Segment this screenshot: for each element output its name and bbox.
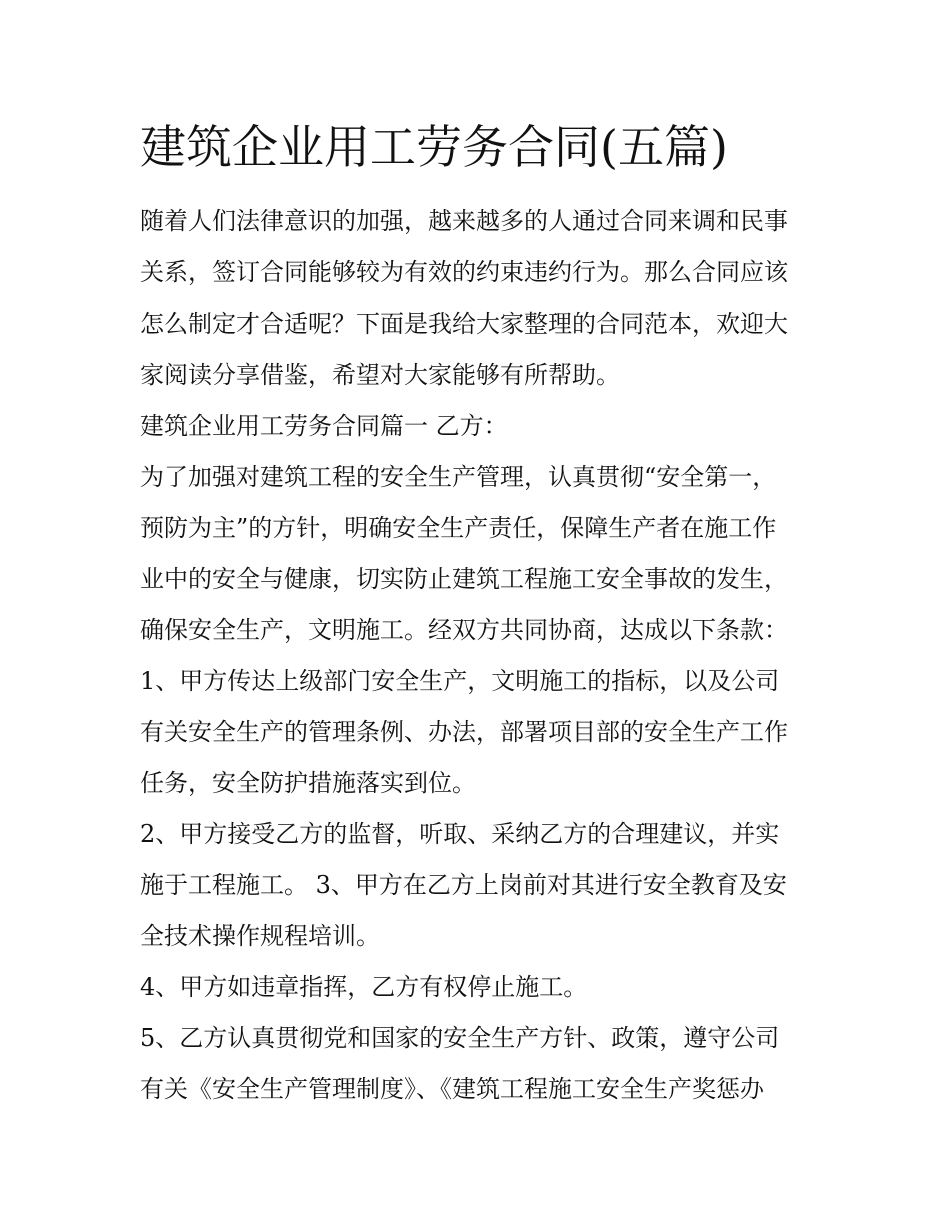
text-line: 预防为主”的方针，明确安全生产责任，保障生产者在施工作 <box>140 514 777 542</box>
document-title: 建筑企业用工劳务合同(五篇) <box>140 120 728 174</box>
text-line: 5、乙方认真贯彻党和国家的安全生产方针、政策，遵守公司 <box>140 1024 780 1052</box>
text-line: 怎么制定才合适呢？下面是我给大家整理的合同范本，欢迎大 <box>140 310 788 338</box>
text-line: 4、甲方如违章指挥，乙方有权停止施工。 <box>140 973 588 1001</box>
text-line: 有关《安全生产管理制度》、《建筑工程施工安全生产奖惩办 <box>140 1075 764 1103</box>
text-line: 有关安全生产的管理条例、办法，部署项目部的安全生产工作 <box>140 718 788 746</box>
text-line: 全技术操作规程培训。 <box>140 922 380 950</box>
text-line: 任务，安全防护措施落实到位。 <box>140 769 476 797</box>
text-line: 2、甲方接受乙方的监督，听取、采纳乙方的合理建议，并实 <box>140 820 780 848</box>
text-line: 施于工程施工。 3、甲方在乙方上岗前对其进行安全教育及安 <box>140 871 787 899</box>
text-line: 随着人们法律意识的加强，越来越多的人通过合同来调和民事 <box>140 207 788 235</box>
text-line: 家阅读分享借鉴，希望对大家能够有所帮助。 <box>140 361 620 389</box>
section-heading: 建筑企业用工劳务合同篇一 乙方： <box>140 412 508 440</box>
text-line: 关系，签订合同能够较为有效的约束违约行为。那么合同应该 <box>140 258 788 286</box>
text-line: 为了加强对建筑工程的安全生产管理，认真贯彻“安全第一， <box>140 463 777 491</box>
text-line: 业中的安全与健康，切实防止建筑工程施工安全事故的发生， <box>140 565 788 593</box>
text-line: 确保安全生产，文明施工。经双方共同协商，达成以下条款： <box>140 616 788 644</box>
text-line: 1、甲方传达上级部门安全生产，文明施工的指标，以及公司 <box>140 667 780 695</box>
